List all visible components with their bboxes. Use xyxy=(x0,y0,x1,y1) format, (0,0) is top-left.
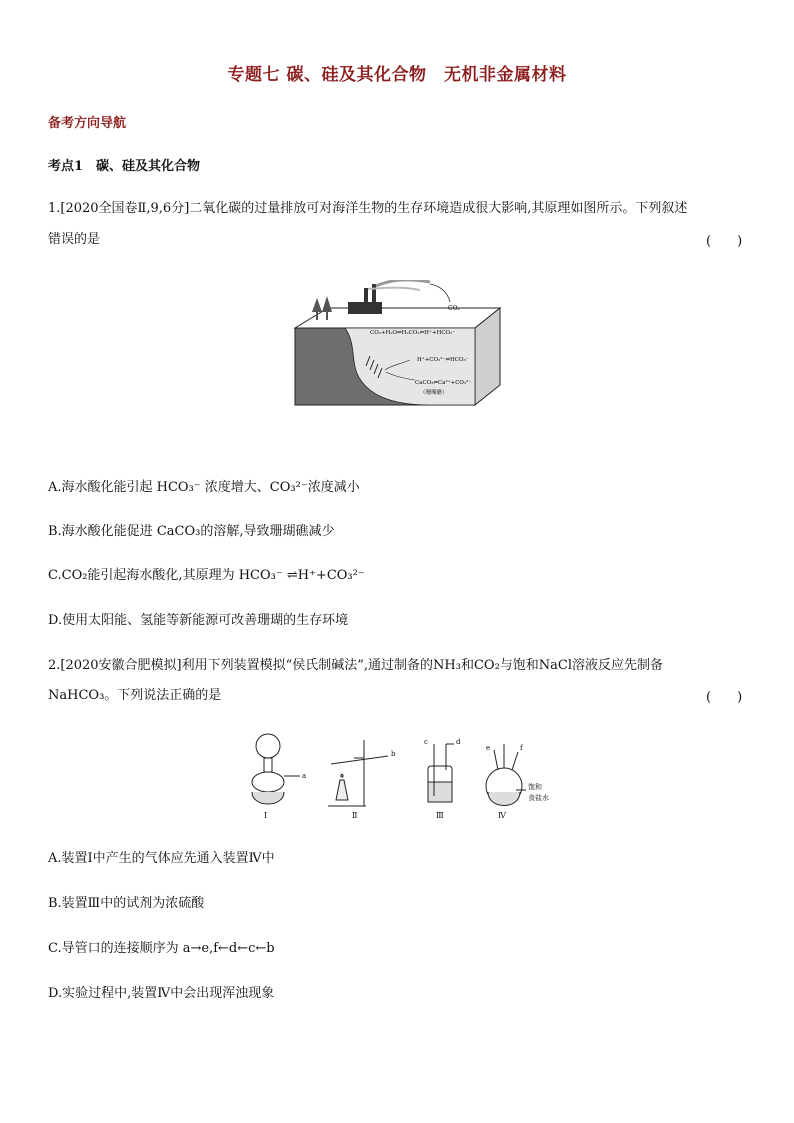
co2-label: CO₂ xyxy=(448,305,460,312)
q2-answer-bracket: ( ) xyxy=(706,690,743,705)
q1-option-b[interactable]: B.海水酸化能促进 CaCO₃的溶解,导致珊瑚礁减少 xyxy=(48,524,335,539)
apparatus-2-label: Ⅱ xyxy=(352,811,358,820)
apparatus-1-label: Ⅰ xyxy=(264,811,268,820)
equation-carbonate: CaCO₃⇌Ca²⁺+CO₃²⁻ xyxy=(415,380,472,386)
port-b-label: b xyxy=(391,750,396,758)
port-c-label: c xyxy=(424,738,428,746)
q1-stem-line1: 1.[2020全国卷Ⅱ,9,6分]二氧化碳的过量排放可对海洋生物的生存环境造成很大影响,其原理如图所示。下列叙述 xyxy=(48,201,688,216)
port-e-label: e xyxy=(486,744,491,752)
q1-option-a[interactable]: A.海水酸化能引起 HCO₃⁻ 浓度增大、CO₃²⁻浓度减小 xyxy=(48,480,360,495)
page-title: 专题七 碳、硅及其化合物 无机非金属材料 xyxy=(227,65,567,85)
saturated-label: 饱和 xyxy=(528,783,542,791)
port-d-label: d xyxy=(456,738,461,746)
port-a-label: a xyxy=(302,772,307,780)
q2-option-b[interactable]: B.装置Ⅲ中的试剂为浓硫酸 xyxy=(48,896,205,911)
q1-stem-line2: 错误的是 xyxy=(48,232,101,247)
q2-stem-line2: NaHCO₃。下列说法正确的是 xyxy=(48,688,222,703)
q1-option-d[interactable]: D.使用太阳能、氢能等新能源可改善珊瑚的生存环境 xyxy=(48,613,349,628)
apparatus-3-label: Ⅲ xyxy=(436,811,444,820)
section-heading: 备考方向导航 xyxy=(48,116,127,131)
q1-answer-bracket: ( ) xyxy=(706,234,743,249)
apparatus-diagram xyxy=(236,730,576,822)
q1-option-c[interactable]: C.CO₂能引起海水酸化,其原理为 HCO₃⁻ ⇌H⁺+CO₃²⁻ xyxy=(48,568,365,583)
coral-reef-label: （珊瑚礁） xyxy=(420,390,448,396)
q2-option-d[interactable]: D.实验过程中,装置Ⅳ中会出现浑浊现象 xyxy=(48,986,275,1001)
ocean-co2-diagram xyxy=(290,280,505,410)
exam-point-heading: 考点1 碳、硅及其化合物 xyxy=(48,159,201,174)
equation-acidification: CO₂+H₂O⇌H₂CO₃⇌H⁺+HCO₃⁻ xyxy=(370,330,456,336)
apparatus-4-label: Ⅳ xyxy=(498,811,506,820)
port-f-label: f xyxy=(520,744,523,752)
q2-option-c[interactable]: C.导管口的连接顺序为 a→e,f←d←c←b xyxy=(48,941,275,956)
brine-label: 食盐水 xyxy=(528,794,549,802)
equation-bicarbonate: H⁺+CO₃²⁻⇌HCO₃⁻ xyxy=(417,357,469,363)
q2-stem-line1: 2.[2020安徽合肥模拟]利用下列装置模拟“侯氏制碱法”,通过制备的NH₃和CO₂与饱和NaCl溶液反应先制备 xyxy=(48,658,664,673)
q2-option-a[interactable]: A.装置Ⅰ中产生的气体应先通入装置Ⅳ中 xyxy=(48,851,275,866)
